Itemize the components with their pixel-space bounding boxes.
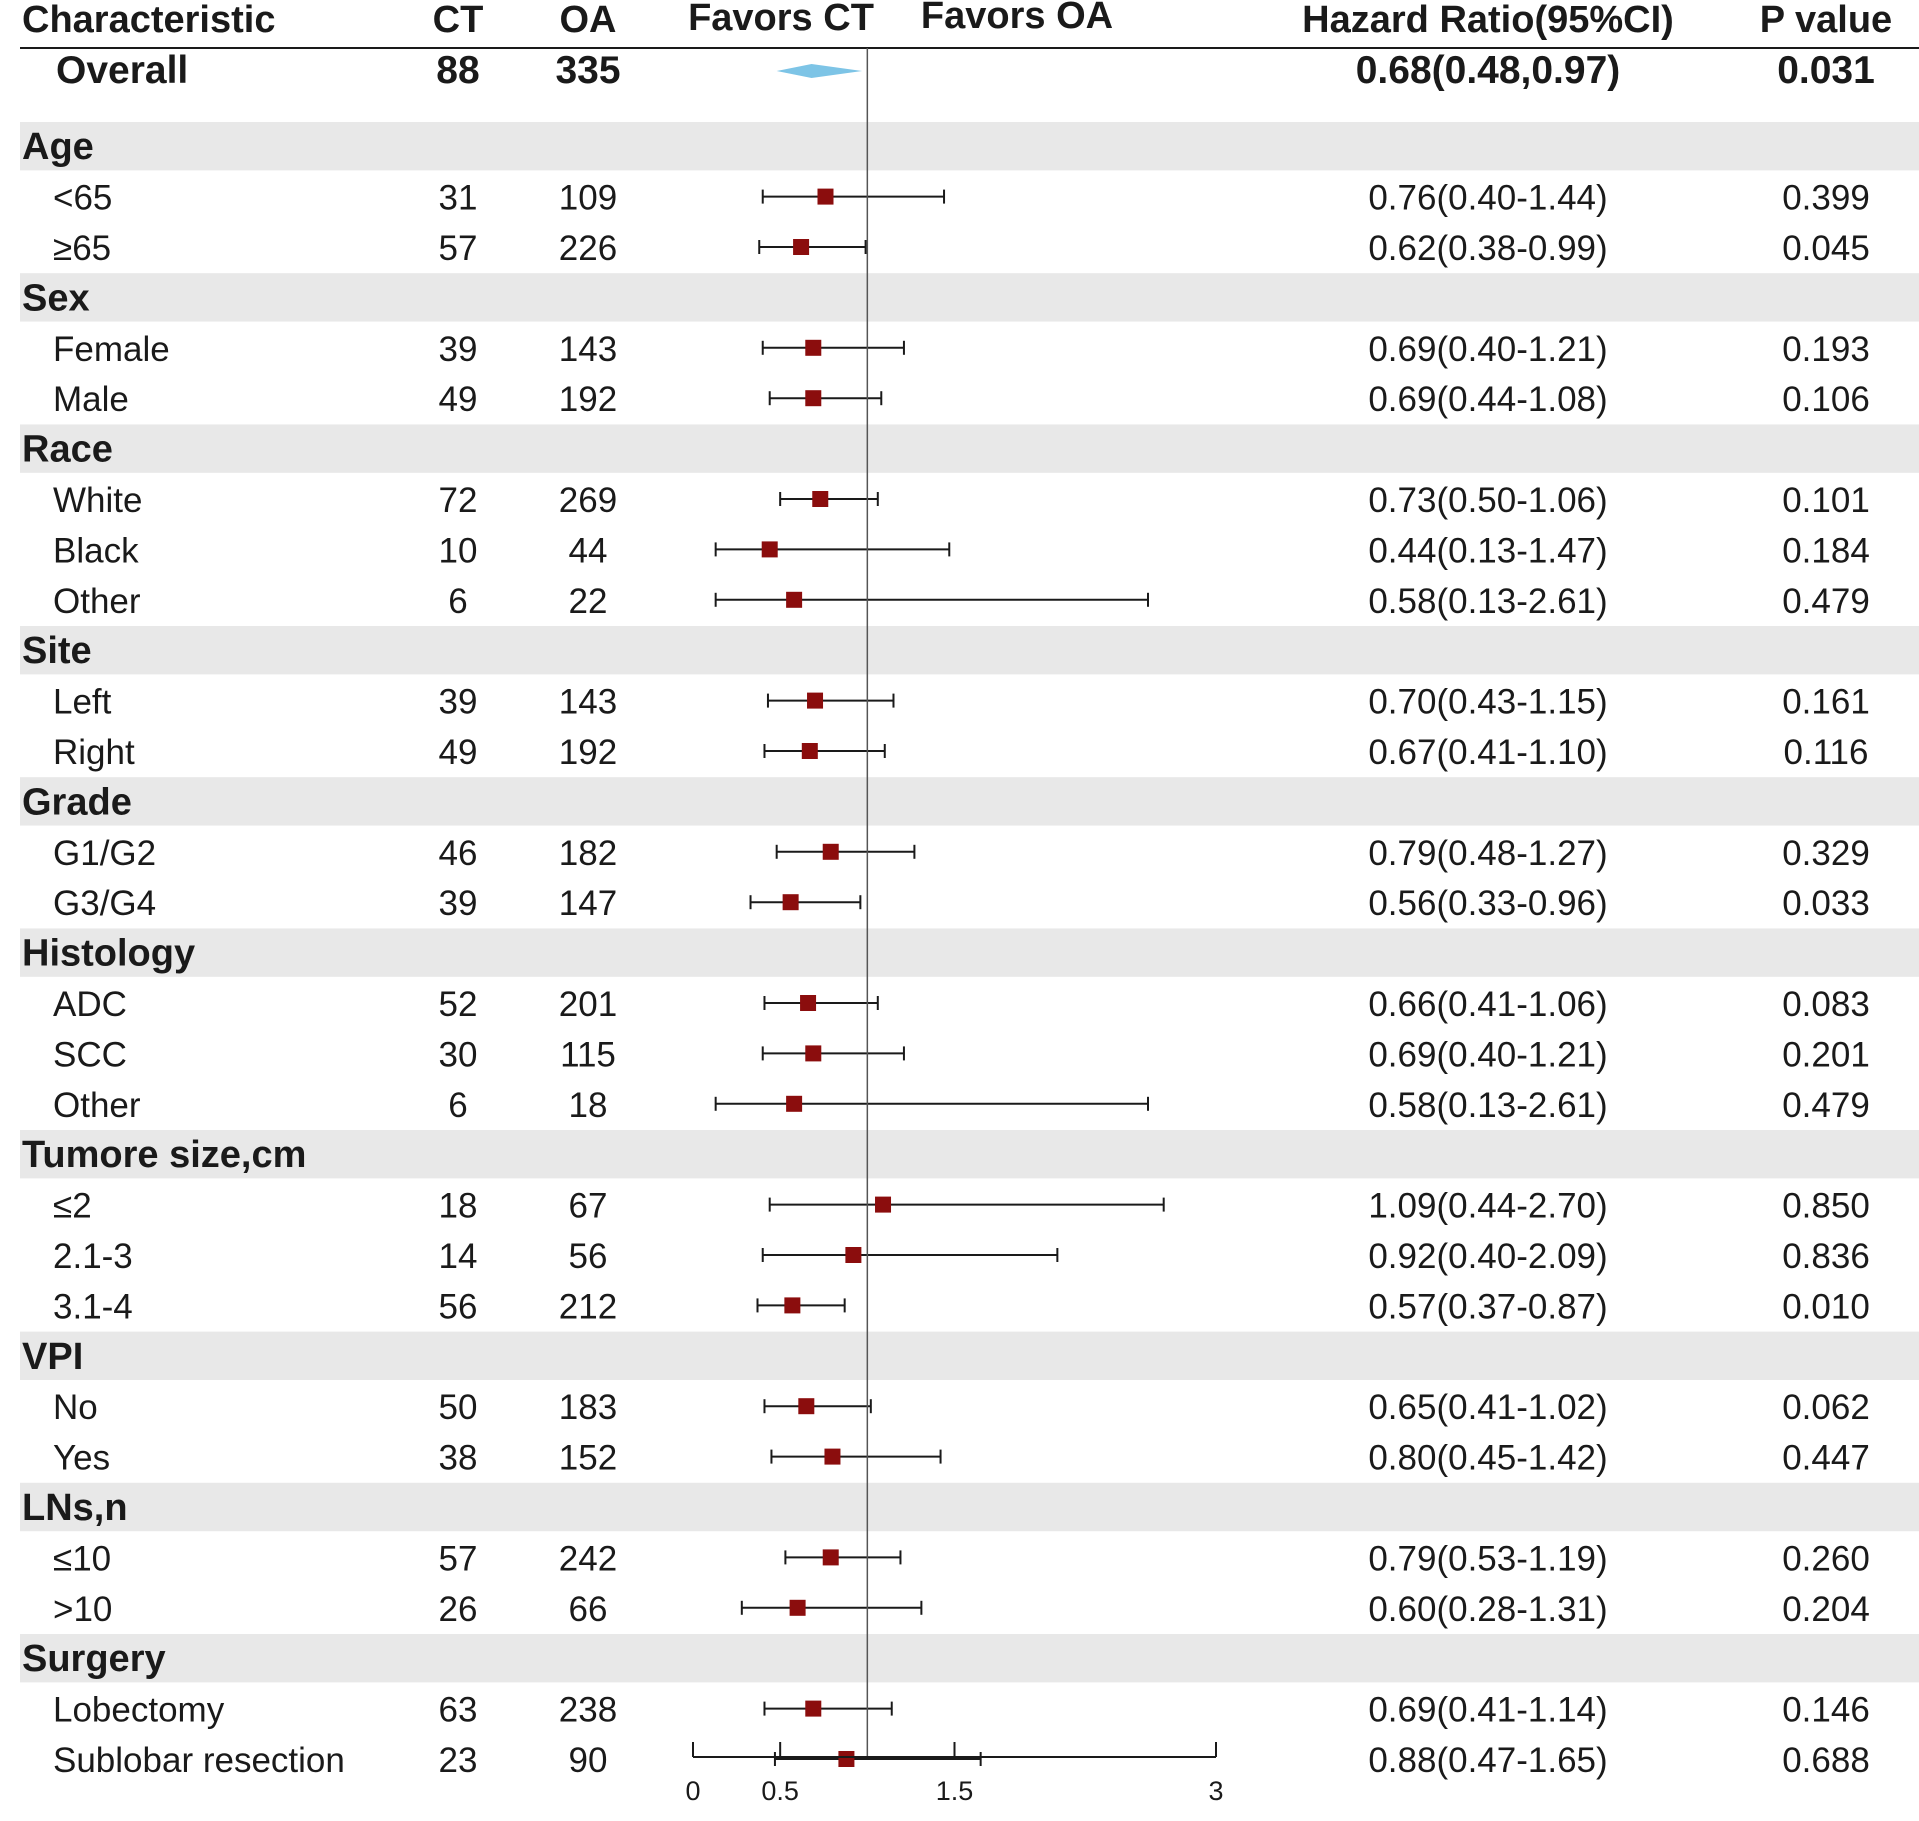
row-oa: 56 [568,1237,608,1276]
row-label: ADC [53,985,127,1024]
row-oa: 66 [568,1589,608,1629]
row-p-value: 0.479 [1782,581,1870,621]
group-band [20,928,1919,976]
subgroup-row [53,380,1870,419]
row-ct: 57 [438,229,478,268]
subgroup-row [53,1035,1870,1074]
row-hazard-ratio: 0.69(0.40-1.21) [1368,1035,1608,1075]
header-favors-oa: Favors OA [920,0,1114,37]
row-oa: 192 [558,733,618,772]
subgroup-row [53,1691,1870,1730]
hr-marker [800,995,816,1011]
row-oa: 212 [558,1287,618,1327]
row-label: Lobectomy [53,1690,225,1730]
row-p-value: 0.193 [1782,329,1870,369]
row-label: Other [53,581,141,621]
row-oa: 242 [558,1539,618,1579]
row-hazard-ratio: 0.58(0.13-2.61) [1368,581,1608,621]
row-p-value: 0.106 [1782,380,1870,420]
row-label: White [53,481,143,520]
row-hazard-ratio: 0.58(0.13-2.61) [1368,1085,1608,1125]
row-label: 3.1-4 [53,1287,133,1327]
row-oa: 238 [558,1690,618,1730]
hr-marker [823,1549,839,1565]
group-label: Age [22,126,94,169]
subgroup-row [53,1287,1870,1326]
row-label: Female [53,329,170,369]
row-p-value: 0.146 [1782,1690,1870,1730]
row-p-value: 0.836 [1782,1237,1870,1276]
subgroup-row [53,229,1870,268]
row-oa: 90 [568,1741,608,1780]
row-hazard-ratio: 0.56(0.33-0.96) [1368,884,1608,924]
subgroup-row [53,733,1869,772]
row-label: ≥65 [53,229,112,268]
hr-marker [798,1398,814,1414]
hr-marker [786,592,802,608]
row-hazard-ratio: 0.69(0.41-1.14) [1368,1690,1608,1730]
overall-hazard-ratio: 0.68(0.48,0.97) [1355,49,1621,92]
row-hazard-ratio: 0.57(0.37-0.87) [1368,1287,1608,1327]
row-hazard-ratio: 0.62(0.38-0.99) [1368,229,1608,268]
row-p-value: 0.850 [1782,1186,1870,1226]
row-ct: 50 [438,1388,478,1428]
row-hazard-ratio: 0.76(0.40-1.44) [1368,178,1608,218]
group-label: Race [22,428,113,471]
row-ct: 39 [438,884,478,924]
row-hazard-ratio: 0.69(0.44-1.08) [1368,380,1608,420]
row-hazard-ratio: 0.79(0.53-1.19) [1368,1539,1608,1579]
row-hazard-ratio: 0.69(0.40-1.21) [1368,329,1608,369]
row-label: >10 [53,1589,113,1629]
hr-marker [875,1197,891,1213]
row-oa: 143 [558,682,618,722]
row-ct: 46 [438,833,478,873]
header-p-value: P value [1759,0,1893,41]
row-label: SCC [53,1035,127,1075]
hr-marker [823,844,839,860]
hr-marker [762,541,778,557]
row-ct: 18 [438,1186,478,1226]
hr-marker [783,894,799,910]
header-favors-ct: Favors CT [688,0,874,39]
subgroup-row [53,582,1870,621]
hr-marker [817,189,833,205]
subgroup-row [53,330,1870,369]
overall-ct: 88 [436,49,480,92]
row-label: G3/G4 [53,884,157,924]
row-label: Sublobar resection [53,1741,345,1780]
row-ct: 23 [438,1741,478,1780]
subgroup-row [53,179,1870,218]
row-hazard-ratio: 0.73(0.50-1.06) [1368,481,1608,520]
group-label: LNs,n [22,1487,128,1529]
row-label: No [53,1388,98,1428]
hr-marker [805,1701,821,1717]
row-p-value: 0.204 [1782,1589,1870,1629]
row-ct: 56 [438,1287,478,1327]
subgroup-row [53,985,1870,1024]
row-label: ≤2 [53,1186,92,1226]
row-hazard-ratio: 1.09(0.44-2.70) [1368,1186,1608,1226]
row-ct: 14 [438,1237,478,1276]
row-oa: 182 [558,833,618,873]
row-p-value: 0.184 [1782,531,1870,571]
subgroup-row [53,1237,1870,1276]
group-label: Sex [22,277,90,320]
row-p-value: 0.062 [1782,1388,1870,1428]
row-label: 2.1-3 [53,1237,133,1276]
subgroup-row [53,531,1870,570]
overall-p-value: 0.031 [1777,49,1875,92]
hr-marker [802,743,818,759]
row-oa: 67 [568,1186,608,1226]
group-label: Tumore size,cm [22,1134,307,1177]
hr-marker [838,1751,854,1767]
row-ct: 6 [448,581,468,621]
hr-marker [790,1600,806,1616]
row-label: G1/G2 [53,833,157,873]
row-p-value: 0.083 [1782,985,1870,1024]
subgroup-row [53,481,1870,520]
row-label: Yes [53,1438,111,1478]
row-p-value: 0.161 [1782,682,1870,722]
row-label: Black [53,531,139,571]
row-hazard-ratio: 0.92(0.40-2.09) [1368,1237,1608,1276]
row-p-value: 0.447 [1782,1438,1870,1478]
subgroup-row [53,1590,1870,1629]
row-p-value: 0.201 [1782,1035,1870,1075]
row-ct: 26 [438,1589,478,1629]
subgroup-row [53,1539,1870,1578]
row-oa: 226 [558,229,618,268]
group-label: Surgery [22,1638,166,1681]
group-label: Histology [22,932,196,975]
overall-row [56,49,1875,92]
group-bands [20,122,1919,1682]
row-p-value: 0.101 [1782,481,1870,520]
row-hazard-ratio: 0.79(0.48-1.27) [1368,833,1608,873]
row-oa: 18 [568,1085,608,1125]
x-tick-label: 3 [1208,1776,1224,1806]
hr-marker [784,1297,800,1313]
row-p-value: 0.033 [1782,884,1870,924]
row-oa: 183 [558,1388,618,1428]
row-ct: 10 [438,531,478,571]
header-hazard-ratio: Hazard Ratio(95%CI) [1302,0,1674,41]
row-hazard-ratio: 0.44(0.13-1.47) [1368,531,1608,571]
group-label: Site [22,630,92,673]
row-oa: 192 [558,380,618,420]
group-band [20,626,1919,674]
row-p-value: 0.045 [1782,229,1870,268]
row-oa: 109 [558,178,618,218]
overall-label: Overall [56,49,189,92]
hr-marker [793,239,809,255]
row-oa: 143 [558,329,618,369]
row-hazard-ratio: 0.70(0.43-1.15) [1368,682,1608,722]
hr-marker [805,1045,821,1061]
subgroup-row [53,1741,1870,1780]
row-ct: 39 [438,682,478,722]
row-p-value: 0.010 [1782,1287,1870,1327]
hr-marker [807,693,823,709]
row-label: <65 [53,178,113,218]
hr-marker [805,340,821,356]
hr-marker [845,1247,861,1263]
row-p-value: 0.399 [1782,178,1870,218]
group-band [20,424,1919,472]
group-band [20,1332,1919,1380]
row-ct: 49 [438,733,478,772]
row-ct: 31 [438,178,478,218]
x-tick-label: 1.5 [935,1776,974,1806]
row-ct: 72 [438,481,478,520]
row-p-value: 0.260 [1782,1539,1870,1579]
hr-marker [812,491,828,507]
row-hazard-ratio: 0.65(0.41-1.02) [1368,1388,1608,1428]
row-label: ≤10 [53,1539,112,1579]
x-axis [685,1742,1223,1806]
subgroup-row [53,834,1870,873]
row-p-value: 0.479 [1782,1085,1870,1125]
hr-marker [786,1096,802,1112]
row-ct: 30 [438,1035,478,1075]
row-oa: 201 [558,985,618,1024]
hr-marker [824,1449,840,1465]
row-hazard-ratio: 0.88(0.47-1.65) [1368,1741,1608,1780]
header-characteristic: Characteristic [22,0,276,41]
row-label: Right [53,733,135,772]
row-hazard-ratio: 0.80(0.45-1.42) [1368,1438,1608,1478]
group-label: Grade [22,781,132,824]
subgroup-row [53,683,1870,722]
row-label: Left [53,682,112,722]
group-label: VPI [22,1335,84,1378]
header-oa: OA [559,0,617,41]
row-oa: 22 [568,581,608,621]
row-ct: 38 [438,1438,478,1478]
group-band [20,122,1919,170]
row-oa: 44 [568,531,608,571]
subgroup-row [53,884,1870,923]
overall-oa: 335 [555,49,621,92]
subgroup-row [53,1439,1870,1478]
x-tick-label: 0 [685,1776,701,1806]
subgroup-row [53,1187,1870,1226]
row-p-value: 0.116 [1783,733,1869,772]
row-ct: 57 [438,1539,478,1579]
row-oa: 115 [560,1035,616,1075]
group-band [20,273,1919,321]
x-tick-label: 0.5 [761,1776,799,1806]
row-label: Other [53,1085,141,1125]
hr-marker [805,390,821,406]
group-band [20,1634,1919,1682]
row-oa: 152 [558,1438,618,1478]
row-hazard-ratio: 0.67(0.41-1.10) [1368,733,1608,772]
header-ct: CT [432,0,484,41]
subgroup-row [53,1086,1870,1125]
row-p-value: 0.688 [1782,1741,1870,1780]
row-ct: 39 [438,329,478,369]
row-ct: 52 [438,985,478,1024]
row-ct: 6 [448,1085,468,1125]
row-hazard-ratio: 0.66(0.41-1.06) [1368,985,1608,1024]
row-ct: 49 [438,380,478,420]
overall-diamond [777,64,862,78]
row-oa: 147 [558,884,618,924]
row-oa: 269 [558,481,618,520]
group-band [20,777,1919,825]
row-p-value: 0.329 [1782,833,1870,873]
row-hazard-ratio: 0.60(0.28-1.31) [1368,1589,1608,1629]
row-label: Male [53,380,129,420]
row-ct: 63 [438,1690,478,1730]
group-band [20,1483,1919,1531]
subgroup-row [53,1388,1870,1427]
table-header [22,0,1892,41]
